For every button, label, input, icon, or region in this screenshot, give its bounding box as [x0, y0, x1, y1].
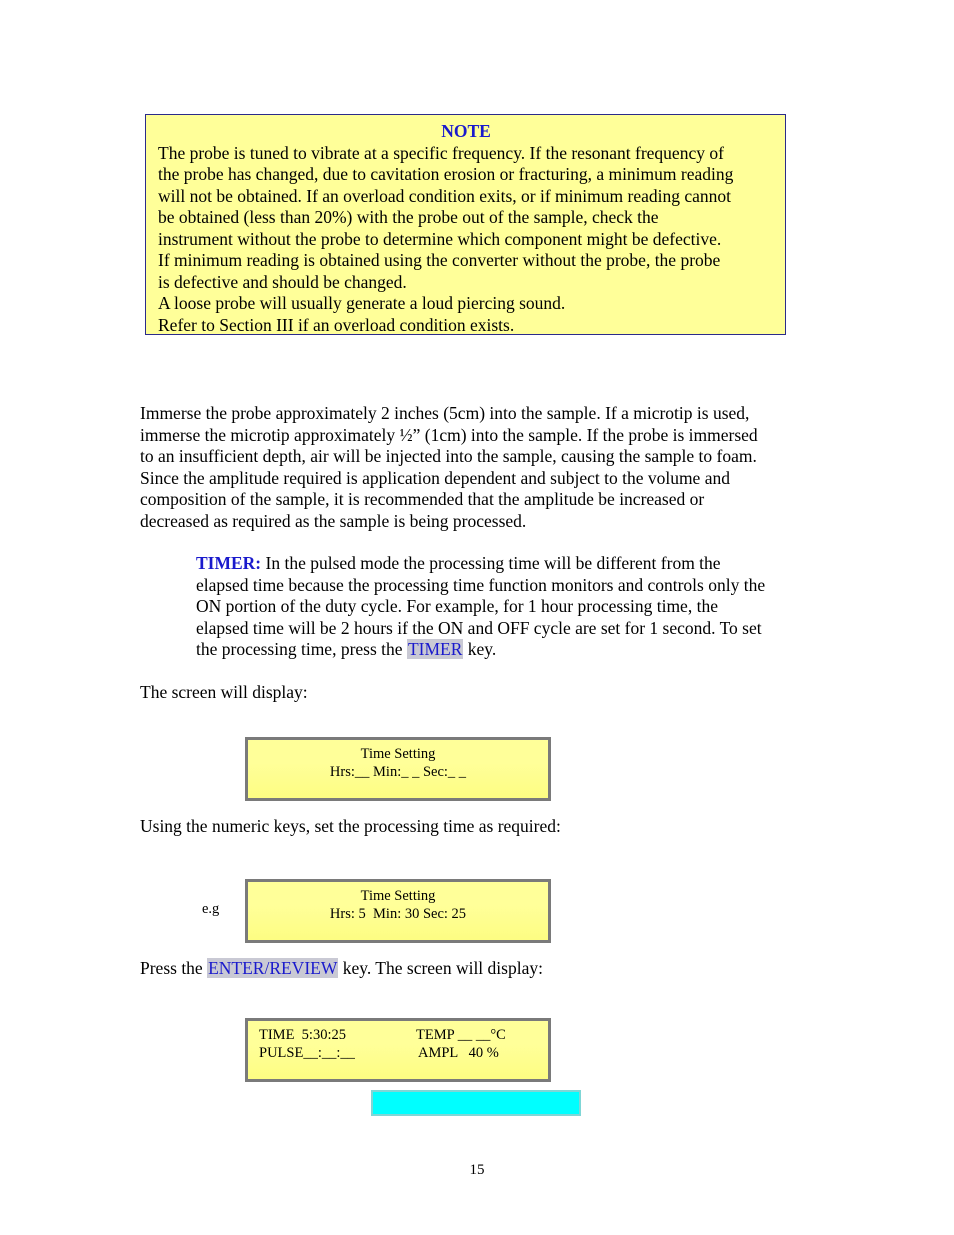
timer-last-suffix: key.	[463, 639, 497, 659]
lcd-status-display	[245, 1018, 551, 1082]
note-line: instrument without the probe to determine which component might be defective.	[158, 228, 722, 249]
note-line: is defective and should be changed.	[158, 271, 407, 292]
paragraph-line	[196, 553, 876, 575]
lcd-time-setting-empty	[245, 737, 551, 801]
example-label: e.g	[202, 901, 220, 917]
press-suffix: key. The screen will display:	[338, 958, 543, 978]
screen-display-text: The screen will display:	[140, 682, 308, 702]
lcd-pulse-value: PULSE__:__:__	[259, 1045, 355, 1061]
timer-last-prefix: the processing time, press the	[196, 639, 407, 659]
note-line: Refer to Section III if an overload condition exists.	[158, 314, 515, 335]
paragraph-line: to an insufficient depth, air will be injected into the sample, causing the sample to foam.	[140, 446, 757, 466]
paragraph-line: immerse the microtip approximately ½” (1cm) into the sample. If the probe is immersed	[140, 424, 758, 445]
note-line: the probe has changed, due to cavitation erosion or fracturing, a minimum reading	[158, 164, 734, 184]
timer-paragraph	[196, 553, 876, 661]
timer-heading: TIMER:	[196, 553, 262, 573]
numeric-keys-text: Using the numeric keys, set the processing time as required:	[140, 816, 561, 836]
note-title: NOTE	[441, 121, 491, 141]
paragraph-line: Since the amplitude required is application dependent and subject to the volume and	[140, 467, 730, 488]
note-line: be obtained (less than 20%) with the probe out of the sample, check the	[158, 207, 659, 227]
lcd-temp-value: TEMP __ __°C	[416, 1027, 506, 1043]
note-line: The probe is tuned to vibrate at a specific frequency. If the resonant frequency of	[158, 142, 724, 163]
note-line: If minimum reading is obtained using the converter without the probe, the probe	[158, 250, 721, 270]
paragraph-line: composition of the sample, it is recommended that the amplitude be increased or	[140, 489, 705, 509]
paragraph-line	[196, 639, 876, 661]
lcd-ampl-value: AMPL 40 %	[418, 1045, 499, 1061]
note-box	[145, 114, 786, 335]
cyan-highlight-bar	[371, 1090, 581, 1116]
lcd-time-value: TIME 5:30:25	[259, 1027, 346, 1043]
lcd-time-setting-example	[245, 879, 551, 943]
paragraph-line: decreased as required as the sample is being processed.	[140, 510, 527, 531]
lcd-row	[248, 1026, 548, 1044]
paragraph-line: elapsed time will be 2 hours if the ON and OFF cycle are set for 1 second. To set	[196, 617, 762, 638]
lcd-line: Hrs:__ Min:_ _ Sec:_ _	[329, 764, 467, 780]
timer-line-text: In the pulsed mode the processing time will be different from the	[261, 553, 721, 573]
paragraph-line	[140, 958, 820, 980]
paragraph-line: ON portion of the duty cycle. For example, for 1 hour processing time, the	[196, 596, 718, 616]
press-enter-paragraph	[140, 958, 820, 980]
lcd-line: Time Setting	[360, 888, 436, 904]
immerse-paragraph	[140, 403, 820, 532]
lcd-line: Hrs: 5 Min: 30 Sec: 25	[329, 906, 467, 922]
page-number: 15	[469, 1162, 485, 1178]
paragraph-line: elapsed time because the processing time function monitors and controls only the	[196, 574, 766, 595]
note-line: A loose probe will usually generate a loud piercing sound.	[158, 293, 566, 313]
enter-review-key-label: ENTER/REVIEW	[208, 958, 338, 978]
lcd-row	[248, 1044, 548, 1062]
timer-key-label: TIMER	[407, 639, 463, 659]
press-prefix: Press the	[140, 958, 208, 978]
note-line: will not be obtained. If an overload condition exits, or if minimum reading cannot	[158, 185, 731, 206]
lcd-line: Time Setting	[360, 746, 436, 762]
paragraph-line: Immerse the probe approximately 2 inches (5cm) into the sample. If a microtip is used,	[140, 403, 750, 423]
